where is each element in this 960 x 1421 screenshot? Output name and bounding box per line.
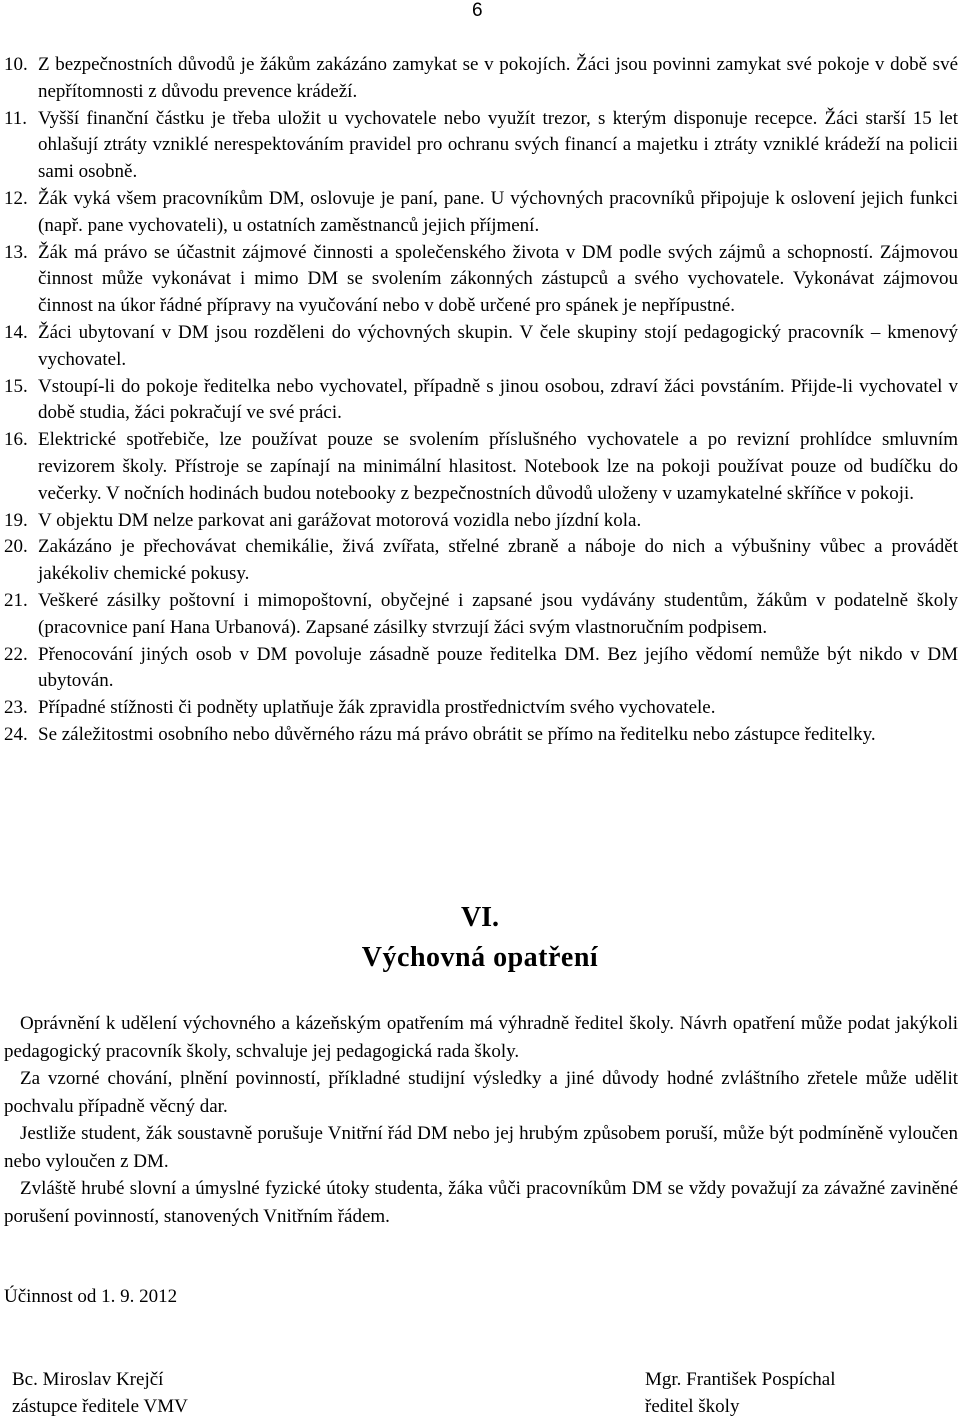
item-text: Vyšší finanční částku je třeba uložit u vychovatele nebo využít trezor, s kterým disponuje recepce. Žáci starší 15 let ohlašují ztráty vzniklé nerespektováním pravidel pro ochranu svých financí a majetku i ztráty vzniklé krádeží na policii sami osobně. [38, 107, 958, 183]
list-item [4, 374, 958, 428]
item-number: 21. [4, 589, 28, 611]
section-title: Výchovná opatření [361, 942, 599, 973]
item-text: Se záležitostmi osobního nebo důvěrného rázu má právo obrátit se přímo na ředitelku nebo zástupce ředitelky. [38, 723, 876, 745]
item-text: Případné stížnosti či podněty uplatňuje žák zpravidla prostřednictvím svého vychovatele. [38, 697, 716, 719]
item-number: 13. [4, 241, 28, 263]
item-text: Žák má právo se účastnit zájmové činnosti a společenského života v DM podle svých zájmů a schopností. Zájmovou činnost může vykonávat i mimo DM se svolením zákonných zástupců a svého vychovatele. Vykonávat zájmovou činnost na úkor řádné přípravy na vyučování nebo v době určené pro spánek je nepřípustné. [38, 241, 958, 317]
item-number: 12. [4, 187, 28, 209]
item-number: 19. [4, 509, 28, 531]
signature-left [12, 1366, 188, 1420]
item-number: 16. [4, 429, 28, 451]
list-item [4, 722, 958, 749]
list-item [4, 508, 958, 535]
item-text: Z bezpečnostních důvodů je žákům zakázáno zamykat se v pokojích. Žáci jsou povinni zamykat své pokoje v době své nepřítomnosti z důvodu prevence krádeží. [38, 54, 958, 102]
signer-role: ředitel školy [645, 1396, 740, 1417]
list-item [4, 588, 958, 642]
paragraph: Oprávnění k udělení výchovného a kázeňským opatřením má výhradně ředitel školy. Návrh opatření může podat jakýkoli pedagogický pracovník školy, schvaluje jej pedagogická rada školy. [4, 1013, 958, 1062]
item-number: 20. [4, 536, 28, 558]
item-text: V objektu DM nelze parkovat ani garážovat motorová vozidla nebo jízdní kola. [38, 509, 642, 531]
list-item [4, 427, 958, 507]
item-number: 10. [4, 54, 28, 75]
paragraph: Zvláště hrubé slovní a úmyslné fyzické útoky studenta, žáka vůči pracovníkům DM se vždy považují za závažné zaviněné porušení povinností, stanovených Vnitřním řádem. [4, 1178, 958, 1227]
item-text: Přenocování jiných osob v DM povoluje zásadně pouze ředitelka DM. Bez jejího vědomí nemůže být nikdo v DM ubytován. [38, 643, 958, 692]
section-body [4, 1010, 958, 1230]
page-number: 6 [472, 0, 483, 21]
item-number: 24. [4, 723, 28, 745]
section-number: VI. [460, 902, 500, 933]
list-item [4, 240, 958, 320]
signer-name: Mgr. František Pospíchal [645, 1369, 836, 1390]
list-item [4, 52, 958, 106]
effective-date: Účinnost od 1. 9. 2012 [4, 1286, 178, 1307]
signature-right [645, 1366, 836, 1420]
item-text: Zakázáno je přechovávat chemikálie, živá zvířata, střelné zbraně a náboje do nich a výbušniny vůbec a provádět jakékoliv chemické pokusy. [38, 536, 958, 585]
list-item [4, 642, 958, 696]
item-number: 23. [4, 697, 28, 719]
item-text: Veškeré zásilky poštovní i mimopoštovní, obyčejné i zapsané jsou vydávány studentům, žákům v podatelně školy (pracovnice paní Hana Urbanová). Zapsané zásilky stvrzují žáci svým vlastnoručním podpisem. [38, 589, 958, 638]
list-item [4, 106, 958, 186]
rules-list [4, 52, 958, 749]
item-text: Elektrické spotřebiče, lze používat pouze se svolením příslušného vychovatele a po revizní prohlídce smluvním revizorem školy. Přístroje se zapínají na minimální hlasitost. Notebook lze na pokoji používat pouze od budíčku do večerky. V nočních hodinách budou notebooky z bezpečnostních důvodů uloženy v uzamykatelné skříňce v pokoji. [38, 429, 958, 504]
list-item [4, 320, 958, 374]
item-number: 14. [4, 321, 28, 343]
item-number: 11. [4, 107, 28, 129]
item-number: 22. [4, 643, 28, 665]
signer-name: Bc. Miroslav Krejčí [12, 1369, 164, 1390]
item-text: Žák vyká všem pracovníkům DM, oslovuje je paní, pane. U výchovných pracovníků připojuje k oslovení jejich funkci (např. pane vychovateli), u ostatních zaměstnanců jejich příjmení. [38, 187, 958, 236]
item-text: Žáci ubytovaní v DM jsou rozděleni do výchovných skupin. V čele skupiny stojí pedagogický pracovník – kmenový vychovatel. [38, 321, 958, 370]
item-number: 15. [4, 375, 28, 397]
list-item [4, 186, 958, 240]
paragraph: Jestliže student, žák soustavně porušuje Vnitřní řád DM nebo jej hrubým způsobem poruší, může být podmíněně vyloučen nebo vyloučen z DM. [4, 1123, 958, 1172]
list-item [4, 534, 958, 588]
list-item [4, 695, 958, 722]
paragraph: Za vzorné chování, plnění povinností, příkladné studijní výsledky a jiné důvody hodné zvláštního zřetele může udělit pochvalu případně věcný dar. [4, 1068, 958, 1117]
signer-role: zástupce ředitele VMV [12, 1396, 188, 1417]
item-text: Vstoupí-li do pokoje ředitelka nebo vychovatel, případně s jinou osobou, zdraví žáci povstáním. Přijde-li vychovatel v době studia, žáci pokračují ve své práci. [38, 375, 958, 424]
